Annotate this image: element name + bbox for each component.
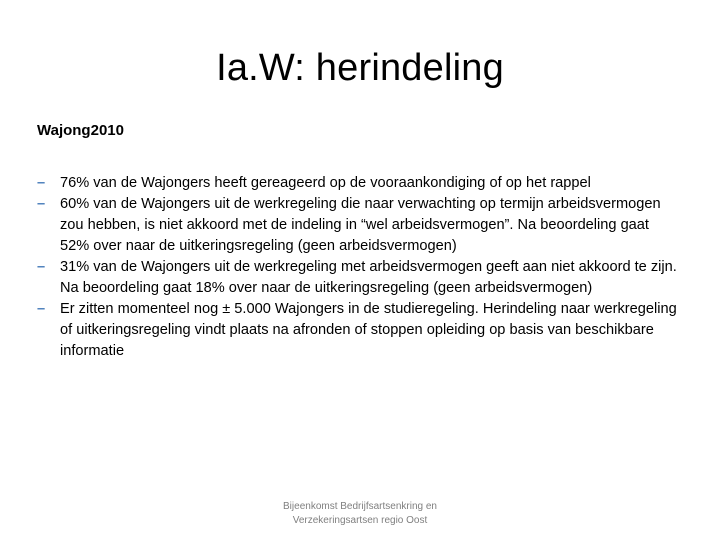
bullet-item bbox=[37, 194, 677, 257]
footer-line: Verzekeringsartsen regio Oost bbox=[292, 515, 428, 526]
slide-footer bbox=[258, 500, 462, 528]
bullet-list bbox=[37, 173, 677, 362]
slide-subheading: Wajong2010 bbox=[37, 122, 124, 139]
slide-title: Ia.W: herindeling bbox=[216, 47, 504, 89]
footer-line: Bijeenkomst Bedrijfsartsenkring en bbox=[283, 501, 437, 512]
bullet-item bbox=[37, 299, 677, 362]
bullet-text: 60% van de Wajongers uit de werkregeling die naar verwachting op termijn arbeidsvermogen zou hebben, is niet akkoord met de indeling in “wel arbeidsvermogen”. Na beoordeling gaat 52% over naar de uitkeringsregeling (geen arbeidsvermogen) bbox=[60, 196, 661, 254]
dash-bullet-icon: – bbox=[37, 259, 46, 275]
dash-bullet-icon: – bbox=[37, 196, 46, 212]
bullet-item bbox=[37, 257, 677, 299]
bullet-text: 31% van de Wajongers uit de werkregeling met arbeidsvermogen geeft aan niet akkoord te zijn. Na beoordeling gaat 18% over naar de uitkeringsregeling (geen arbeidsvermogen) bbox=[60, 259, 677, 296]
dash-bullet-icon: – bbox=[37, 301, 46, 317]
dash-bullet-icon: – bbox=[37, 175, 46, 191]
bullet-text: Er zitten momenteel nog ± 5.000 Wajongers in de studieregeling. Herindeling naar werkregeling of uitkeringsregeling vindt plaats na afronden of stoppen opleiding op basis van beschikbare informatie bbox=[60, 301, 677, 359]
bullet-item bbox=[37, 173, 677, 194]
bullet-text: 76% van de Wajongers heeft gereageerd op de vooraankondiging of op het rappel bbox=[60, 175, 591, 191]
